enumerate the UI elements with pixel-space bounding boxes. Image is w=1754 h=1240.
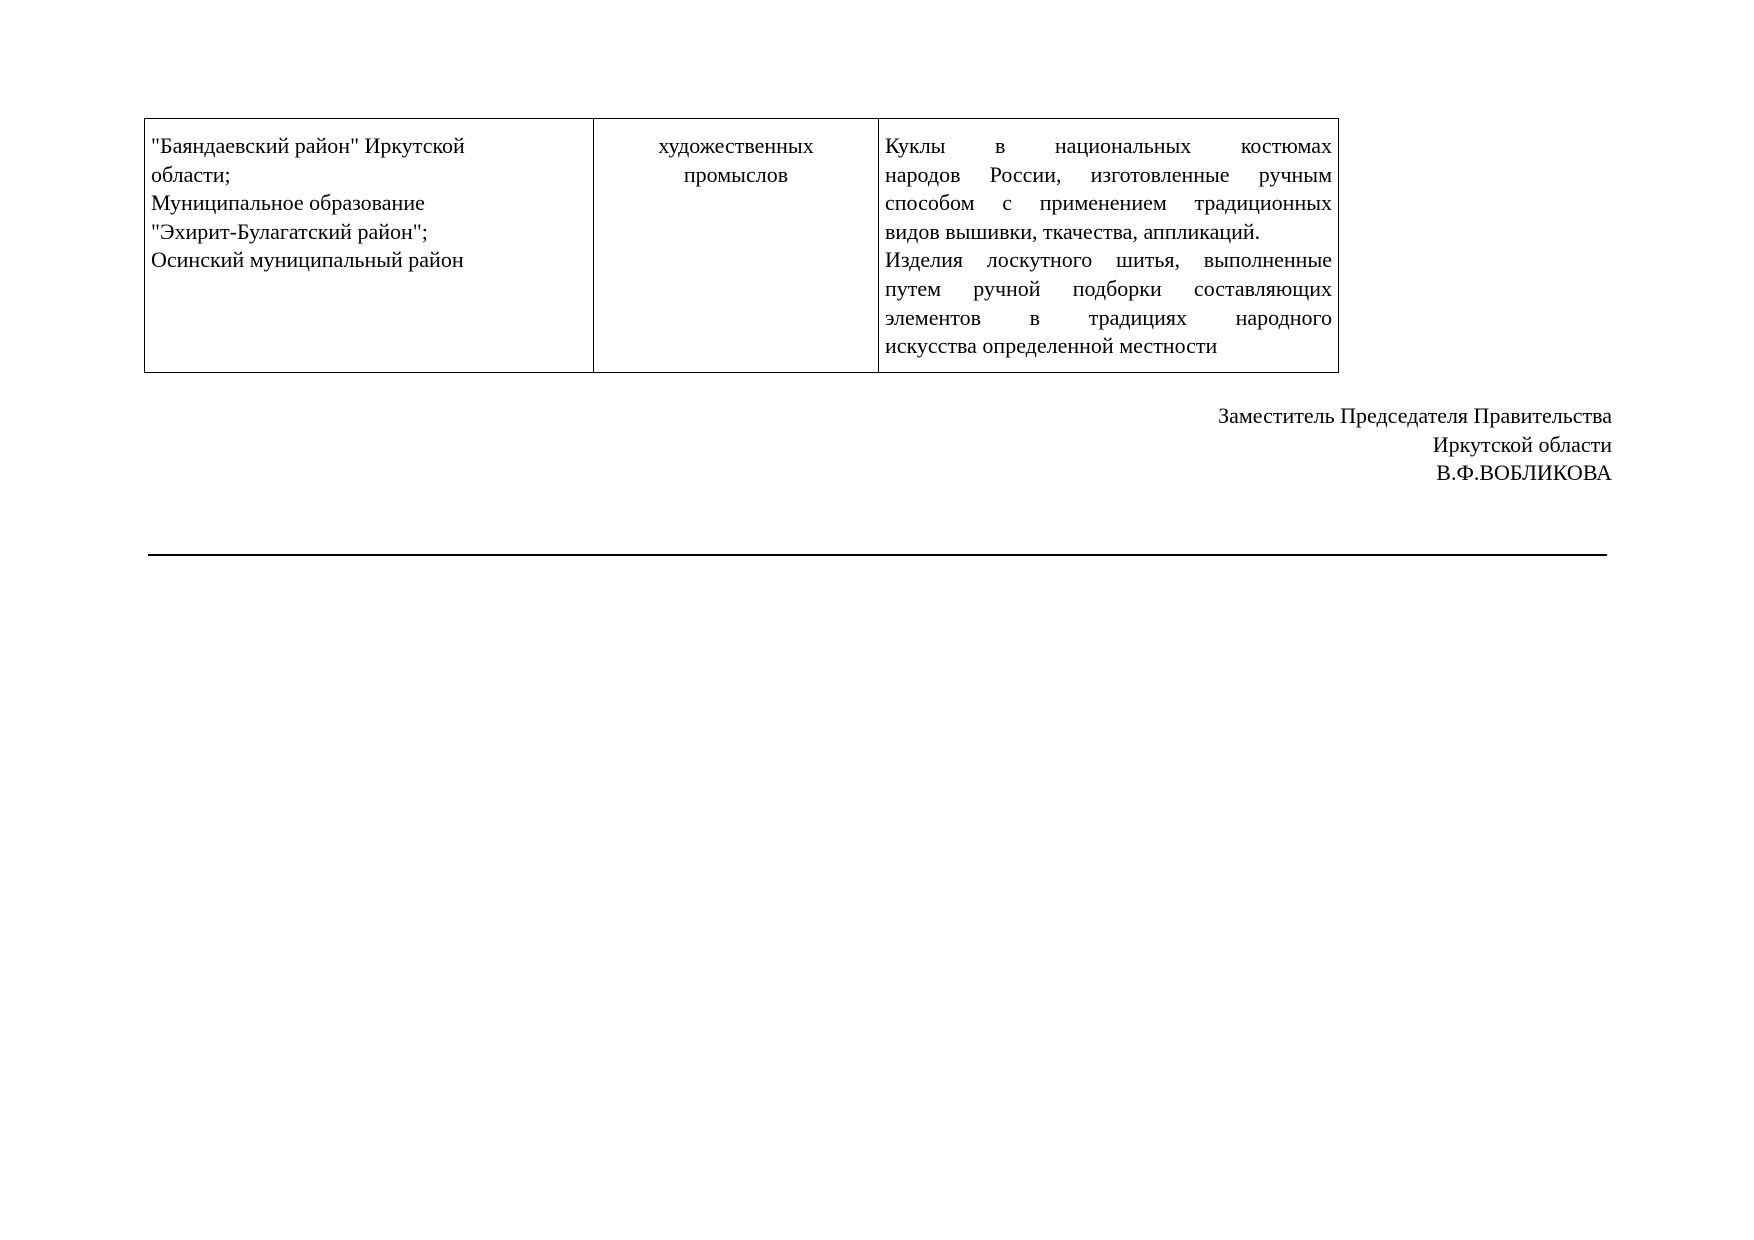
product-description-cell [879,119,1339,373]
municipality-line: Осинский муниципальный район [151,247,464,273]
municipality-line: "Эхирит-Булагатский район"; [151,218,428,244]
signatory-region: Иркутской области [1432,431,1612,457]
description-line: видов вышивки, ткачества, аппликаций. [885,218,1261,244]
signatory-name: В.Ф.ВОБЛИКОВА [1436,460,1612,486]
description-line: Изделия лоскутного шитья, выполненные [885,247,1332,273]
craft-type-line: художественных [658,133,814,158]
description-line: искусства определенной местности [885,333,1218,359]
description-line: путем ручной подборки составляющих [885,275,1332,301]
description-line: Куклы в национальных костюмах [885,133,1332,158]
signatory-title: Заместитель Председателя Правительства [1218,403,1612,428]
municipality-line: "Баяндаевский район" Иркутской [151,133,465,158]
table-row [145,119,1339,373]
horizontal-rule [148,554,1607,556]
craft-type-line: промыслов [683,161,789,187]
document-table [144,118,1339,373]
municipality-line: области; [151,161,231,187]
signature-block [1218,402,1612,488]
municipalities-cell [145,119,594,373]
description-line: народов России, изготовленные ручным [885,161,1332,187]
municipality-line: Муниципальное образование [151,190,425,216]
description-line: способом с применением традиционных [885,190,1332,216]
craft-type-cell [594,119,879,373]
description-line: элементов в традициях народного [885,304,1332,330]
